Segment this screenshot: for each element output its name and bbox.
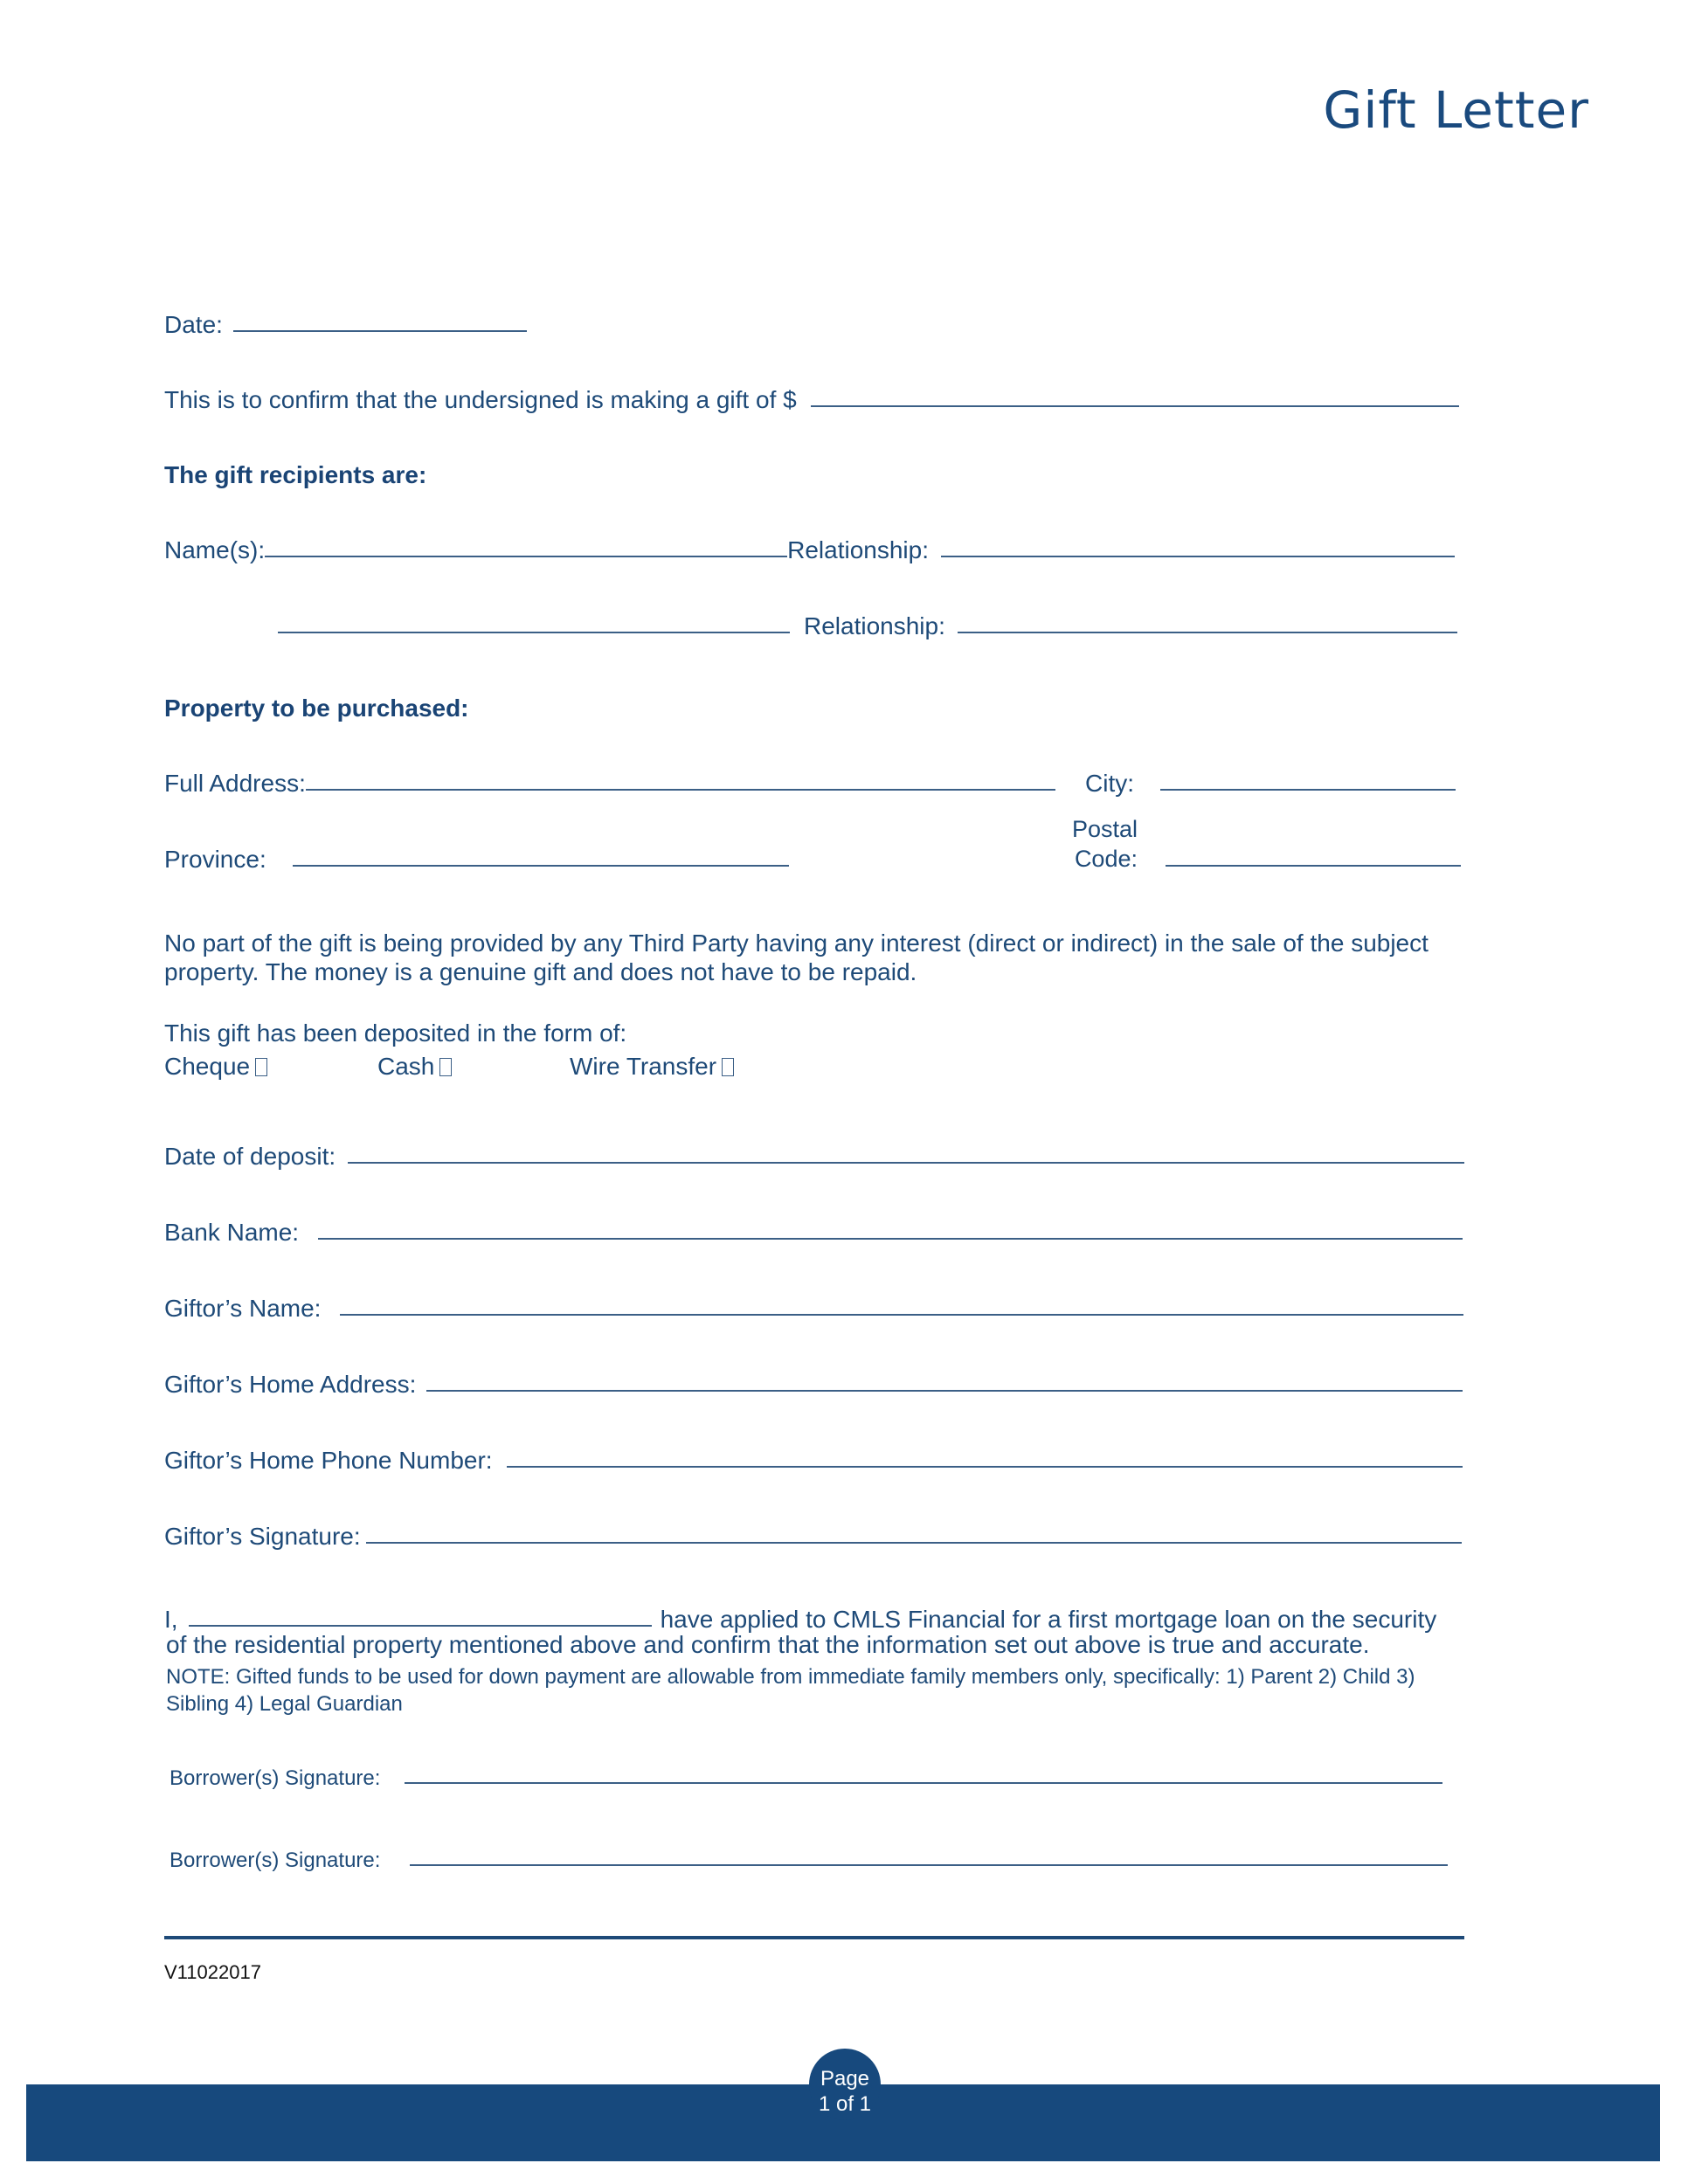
deposit-option-cash[interactable] bbox=[377, 1053, 452, 1081]
date-of-deposit-field[interactable] bbox=[348, 1162, 1464, 1164]
borrower-signature-field-2[interactable] bbox=[410, 1864, 1448, 1866]
giftor-address-field[interactable] bbox=[426, 1390, 1463, 1392]
cheque-checkbox[interactable] bbox=[255, 1058, 267, 1076]
cash-checkbox[interactable] bbox=[439, 1058, 452, 1076]
giftor-name-field[interactable] bbox=[340, 1314, 1463, 1316]
footer-divider bbox=[164, 1936, 1464, 1939]
wire-transfer-checkbox[interactable] bbox=[722, 1058, 734, 1076]
cash-label: Cash bbox=[377, 1053, 435, 1080]
family-note: NOTE: Gifted funds to be used for down payment are allowable from immediate family members only, specifically: 1) Parent 2) Child 3) Sibling 4) Legal Guardian bbox=[166, 1665, 1415, 1716]
giftor-address-row bbox=[164, 1364, 1463, 1399]
date-field[interactable] bbox=[233, 330, 527, 332]
version-code: V11022017 bbox=[164, 1961, 261, 1983]
document-title: Gift Letter bbox=[1323, 80, 1589, 140]
date-of-deposit-row bbox=[164, 1136, 1464, 1171]
names-label: Name(s): bbox=[164, 536, 266, 563]
declaration-line-1 bbox=[164, 1599, 1436, 1634]
city-row bbox=[1085, 763, 1456, 798]
recipients-heading: The gift recipients are: bbox=[164, 461, 427, 488]
relationship-label-2: Relationship: bbox=[804, 612, 945, 639]
property-heading: Property to be purchased: bbox=[164, 695, 469, 722]
giftor-signature-row bbox=[164, 1516, 1462, 1551]
address-row bbox=[164, 763, 1055, 798]
province-field[interactable] bbox=[293, 865, 789, 867]
giftor-address-label: Giftor’s Home Address: bbox=[164, 1371, 417, 1398]
declaration-text-1: have applied to CMLS Financial for a first mortgage loan on the security bbox=[660, 1606, 1437, 1633]
page-indicator bbox=[769, 2066, 921, 2117]
bank-name-row bbox=[164, 1212, 1463, 1247]
borrower-signature-row-1 bbox=[169, 1756, 1442, 1791]
full-address-label: Full Address: bbox=[164, 770, 306, 797]
postal-code-label-line2: Code: bbox=[1074, 846, 1138, 872]
recipient-name-field-2[interactable] bbox=[278, 632, 790, 633]
date-label: Date: bbox=[164, 311, 223, 338]
disclaimer-text: No part of the gift is being provided by any Third Party having any interest (direct or indirect) in the sale of the subject property. The money is a genuine gift and does not have to be repaid. bbox=[164, 930, 1429, 985]
bank-name-field[interactable] bbox=[318, 1238, 1463, 1240]
city-field[interactable] bbox=[1160, 789, 1456, 791]
recipient-relationship-field-1[interactable] bbox=[941, 556, 1455, 557]
declaration-text-2: of the residential property mentioned above and confirm that the information set out above is true and accurate. bbox=[166, 1631, 1370, 1658]
borrower-signature-row-2 bbox=[169, 1838, 1448, 1873]
recipient-row-2 bbox=[278, 605, 1457, 640]
province-row bbox=[164, 839, 789, 874]
relationship-label-1: Relationship: bbox=[787, 536, 929, 563]
cheque-label: Cheque bbox=[164, 1053, 251, 1080]
recipient-row-1 bbox=[164, 529, 1455, 564]
gift-amount-field[interactable] bbox=[811, 405, 1459, 407]
wire-transfer-label: Wire Transfer bbox=[570, 1053, 717, 1080]
declaration-prefix: I, bbox=[164, 1606, 178, 1633]
giftor-phone-label: Giftor’s Home Phone Number: bbox=[164, 1447, 493, 1474]
city-label: City: bbox=[1085, 770, 1134, 797]
giftor-signature-field[interactable] bbox=[366, 1542, 1462, 1544]
province-label: Province: bbox=[164, 846, 266, 873]
gift-amount-label: This is to confirm that the undersigned is making a gift of $ bbox=[164, 386, 797, 413]
giftor-phone-field[interactable] bbox=[507, 1466, 1463, 1468]
giftor-name-label: Giftor’s Name: bbox=[164, 1295, 322, 1322]
giftor-name-row bbox=[164, 1288, 1463, 1323]
recipient-name-field-1[interactable] bbox=[265, 556, 787, 557]
date-of-deposit-label: Date of deposit: bbox=[164, 1143, 336, 1170]
deposit-option-cheque[interactable] bbox=[164, 1053, 267, 1081]
full-address-field[interactable] bbox=[306, 789, 1055, 791]
borrower-signature-label-1: Borrower(s) Signature: bbox=[169, 1766, 381, 1790]
giftor-signature-label: Giftor’s Signature: bbox=[164, 1523, 361, 1550]
declaration-name-field[interactable] bbox=[189, 1625, 652, 1627]
postal-code-field[interactable] bbox=[1166, 865, 1461, 867]
postal-code-label bbox=[1069, 814, 1138, 874]
postal-code-label-line1: Postal bbox=[1071, 816, 1138, 842]
date-row bbox=[164, 304, 527, 339]
deposit-intro: This gift has been deposited in the form of: bbox=[164, 1019, 627, 1047]
borrower-signature-label-2: Borrower(s) Signature: bbox=[169, 1849, 381, 1872]
recipient-relationship-field-2[interactable] bbox=[958, 632, 1457, 633]
giftor-phone-row bbox=[164, 1440, 1463, 1475]
borrower-signature-field-1[interactable] bbox=[405, 1782, 1442, 1784]
deposit-option-wire-transfer[interactable] bbox=[570, 1053, 734, 1081]
gift-amount-row bbox=[164, 379, 1459, 414]
page-count: 1 of 1 bbox=[818, 2092, 872, 2116]
page-label: Page bbox=[820, 2067, 870, 2091]
bank-name-label: Bank Name: bbox=[164, 1219, 300, 1246]
